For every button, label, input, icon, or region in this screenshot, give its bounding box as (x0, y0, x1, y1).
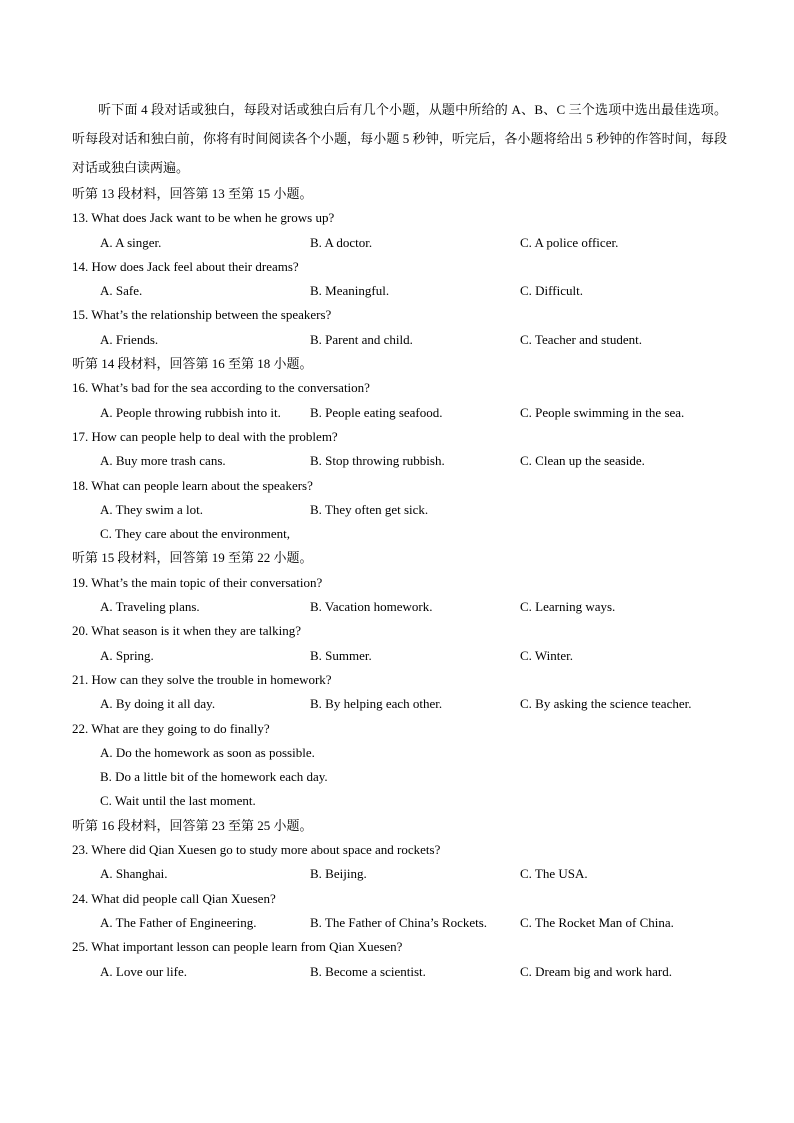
options-row (72, 498, 727, 522)
answer-option[interactable]: B. Stop throwing rubbish. (310, 453, 445, 469)
answer-option[interactable]: A. Do the homework as soon as possible. (100, 744, 315, 760)
answer-option[interactable]: A. Traveling plans. (100, 599, 200, 615)
question-text: 13. What does Jack want to be when he grows up? (72, 210, 335, 226)
answer-option[interactable]: B. People eating seafood. (310, 404, 443, 420)
answer-option[interactable]: A. The Father of Engineering. (100, 914, 257, 930)
question-text: 22. What are they going to do finally? (72, 720, 270, 736)
answer-option[interactable]: A. They swim a lot. (100, 501, 204, 517)
answer-option[interactable]: A. Friends. (100, 331, 159, 347)
answer-option[interactable]: C. A police officer. (520, 234, 619, 250)
options-row (72, 328, 727, 352)
question-text: 24. What did people call Qian Xuesen? (72, 890, 276, 906)
answer-option[interactable]: B. Summer. (310, 647, 372, 663)
answer-option[interactable]: A. Safe. (100, 283, 143, 299)
answer-option[interactable]: B. Do a little bit of the homework each day. (100, 769, 328, 785)
answer-option[interactable]: B. A doctor. (310, 234, 373, 250)
options-row (72, 449, 727, 473)
answer-option[interactable]: C. Teacher and student. (520, 331, 642, 347)
section-heading: 听第 13 段材料，回答第 13 至第 15 小题。 (72, 186, 313, 201)
answer-option[interactable]: C. Wait until the last moment. (100, 793, 256, 809)
options-row (72, 231, 727, 255)
question-text: 23. Where did Qian Xuesen go to study more about space and rockets? (72, 842, 441, 858)
exam-page (72, 95, 727, 984)
question-text: 25. What important lesson can people learn from Qian Xuesen? (72, 939, 403, 955)
question-text: 21. How can they solve the trouble in homework? (72, 671, 332, 687)
answer-option[interactable]: A. Buy more trash cans. (100, 453, 226, 469)
question-text: 15. What’s the relationship between the speakers? (72, 307, 332, 323)
answer-option[interactable]: A. A singer. (100, 234, 162, 250)
answer-option[interactable]: B. The Father of China’s Rockets. (310, 914, 488, 930)
options-row (72, 644, 727, 668)
answer-option[interactable]: C. They care about the environment, (100, 526, 291, 542)
options-row (72, 279, 727, 303)
answer-option[interactable]: A. By doing it all day. (100, 696, 216, 712)
options-row (72, 401, 727, 425)
answer-option[interactable]: B. Vacation homework. (310, 599, 433, 615)
answer-option[interactable]: C. The USA. (520, 866, 588, 882)
answer-option[interactable]: B. Parent and child. (310, 331, 413, 347)
answer-option[interactable]: A. People throwing rubbish into it. (100, 404, 281, 420)
listening-instructions: 听下面 4 段对话或独白，每段对话或独白后有几个小题，从题中所给的 A、B、C 三个选项中选出最佳选项。听每段对话和独白前，你将有时间阅读各个小题，每小题 5 秒钟，听完后，各小题将给出 5 秒钟的作答时间，每段对话或独白读两遍。 (72, 102, 727, 175)
section-heading: 听第 16 段材料，回答第 23 至第 25 小题。 (72, 817, 313, 833)
answer-option[interactable]: C. Learning ways. (520, 599, 616, 615)
answer-option[interactable]: B. By helping each other. (310, 696, 443, 712)
answer-option[interactable]: B. Meaningful. (310, 283, 390, 299)
question-text: 16. What’s bad for the sea according to the conversation? (72, 380, 370, 396)
answer-option[interactable]: C. The Rocket Man of China. (520, 914, 674, 930)
question-text: 18. What can people learn about the speakers? (72, 477, 313, 493)
answer-option[interactable]: B. Beijing. (310, 866, 367, 882)
question-text: 14. How does Jack feel about their dreams? (72, 258, 299, 274)
answer-option[interactable]: C. By asking the science teacher. (520, 696, 692, 712)
options-row (72, 522, 727, 546)
options-row (72, 692, 727, 716)
answer-option[interactable]: A. Shanghai. (100, 866, 168, 882)
answer-option[interactable]: A. Spring. (100, 647, 154, 663)
section-heading: 听第 14 段材料，回答第 16 至第 18 小题。 (72, 356, 313, 372)
options-row (72, 765, 727, 789)
answer-option[interactable]: C. Winter. (520, 647, 574, 663)
options-row (72, 741, 727, 765)
answer-option[interactable]: B. They often get sick. (310, 501, 429, 517)
section-heading: 听第 15 段材料，回答第 19 至第 22 小题。 (72, 550, 313, 566)
answer-option[interactable]: A. Love our life. (100, 963, 188, 979)
options-row (72, 960, 727, 984)
options-row (72, 862, 727, 886)
answer-option[interactable]: C. Difficult. (520, 283, 583, 299)
question-text: 17. How can people help to deal with the problem? (72, 428, 338, 444)
question-text: 19. What’s the main topic of their conversation? (72, 574, 323, 590)
options-row (72, 789, 727, 813)
options-row (72, 911, 727, 935)
sections-container (72, 182, 727, 984)
answer-option[interactable]: C. People swimming in the sea. (520, 404, 685, 420)
question-text: 20. What season is it when they are talking? (72, 623, 302, 639)
options-row (72, 595, 727, 619)
answer-option[interactable]: B. Become a scientist. (310, 963, 426, 979)
answer-option[interactable]: C. Clean up the seaside. (520, 453, 645, 469)
answer-option[interactable]: C. Dream big and work hard. (520, 963, 672, 979)
